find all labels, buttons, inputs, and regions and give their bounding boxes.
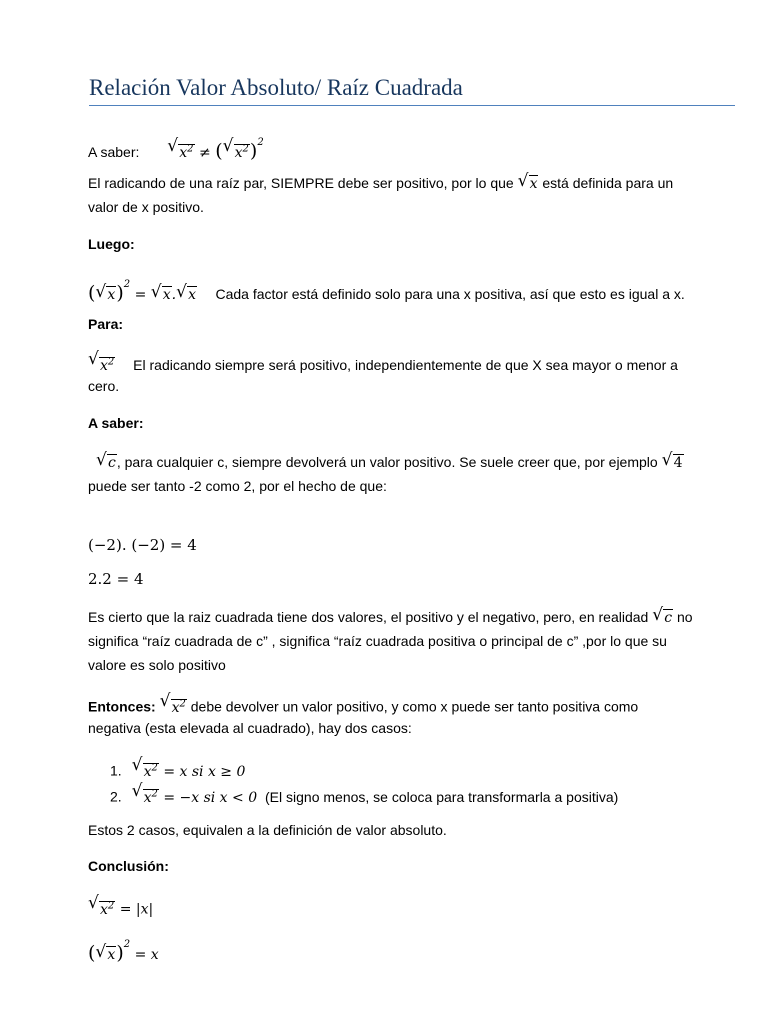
para-label: Para: <box>88 316 124 332</box>
document-title: Relación Valor Absoluto/ Raíz Cuadrada <box>89 74 735 106</box>
paragraph-2c: valore es solo positivo <box>88 657 226 673</box>
para-line <box>88 349 678 376</box>
formula-sqrt-x2: √ $x^2$ <box>88 349 115 374</box>
estos-text: Estos 2 casos, equivalen a la definición de valor absoluto. <box>88 822 447 838</box>
entonces-text: debe devolver un valor positivo, y como x puede ser tanto positiva como <box>190 698 639 715</box>
formula-sqrt-x2-ne: √ $x^2$ ≠ ( √ $x^2)^2$ <box>167 136 264 162</box>
formula-sqrtx-squared: ( √ x)$^2$ = √ x. √ x <box>88 279 197 304</box>
luego-label: Luego: <box>88 236 135 252</box>
para-text: El radicando siempre será positivo, independientemente de que X sea mayor o menor a <box>133 356 678 373</box>
luego-text: Cada factor está definido solo para una x positiva, así que esto es igual a x. <box>215 286 685 302</box>
equation-positive: 2.2 = 4 <box>88 570 144 588</box>
asaber-label-2: A saber: <box>88 415 144 431</box>
paragraph-1-tail: está definida para un <box>542 175 674 191</box>
paragraph-1b: valor de x positivo. <box>88 199 204 215</box>
entonces-label: Entonces: <box>88 698 156 715</box>
formula-sqrt-x2-2: √ $x^2$ <box>159 691 186 716</box>
c-text-2: puede ser tanto -2 como 2, por el hecho de que: <box>88 478 387 494</box>
case-1 <box>110 755 246 782</box>
formula-sqrt-x: √ x <box>517 171 538 192</box>
equation-negative: (−2). (−2) = 4 <box>88 536 197 554</box>
paragraph-2a-text: Es cierto que la raiz cuadrada tiene dos valores, el positivo y el negativo, pero, en realidad <box>88 609 649 625</box>
paragraph-2a-tail: no <box>676 609 693 625</box>
c-line <box>96 452 684 473</box>
case-2-note: (El signo menos, se coloca para transformarla a positiva) <box>265 788 619 805</box>
formula-sqrt-c-2: √ c <box>652 605 673 626</box>
paragraph-2b: significa “raíz cuadrada de c” , significa “raíz cuadrada positiva o principal de c” ,por lo que su <box>88 633 667 649</box>
case-2-formula: √ $x^2 = -x$ si x < 0 <box>131 781 258 806</box>
paragraph-2a <box>88 607 693 628</box>
entonces-text-2: negativa (esta elevada al cuadrado), hay dos casos: <box>88 720 412 736</box>
case-1-number: 1. <box>110 762 122 779</box>
paragraph-1-text: El radicando de una raíz par, SIEMPRE debe ser positivo, por lo que <box>88 175 514 191</box>
case-2-number: 2. <box>110 788 122 805</box>
conclusion-formula-1: √ $x^2 = |x|$ <box>88 893 154 918</box>
c-text: , para cualquier c, siempre devolverá un valor positivo. Se suele creer que, por ejemplo <box>116 454 658 470</box>
case-2 <box>110 781 619 808</box>
luego-formula-line <box>88 275 685 305</box>
asaber-label-1: A saber: <box>88 144 140 160</box>
formula-sqrt-4: √ 4 <box>661 450 683 471</box>
formula-sqrt-c: √ c <box>96 450 116 471</box>
conclusion-label: Conclusión: <box>88 858 169 874</box>
case-1-formula: √ $x^2 = x$ si x ≥ 0 <box>131 755 246 780</box>
conclusion-formula-2: ( √ x)$^2$ = x <box>88 939 159 964</box>
asaber-line-1 <box>88 133 264 163</box>
paragraph-1 <box>88 173 673 194</box>
entonces-line <box>88 691 639 718</box>
para-text-2: cero. <box>88 378 120 394</box>
